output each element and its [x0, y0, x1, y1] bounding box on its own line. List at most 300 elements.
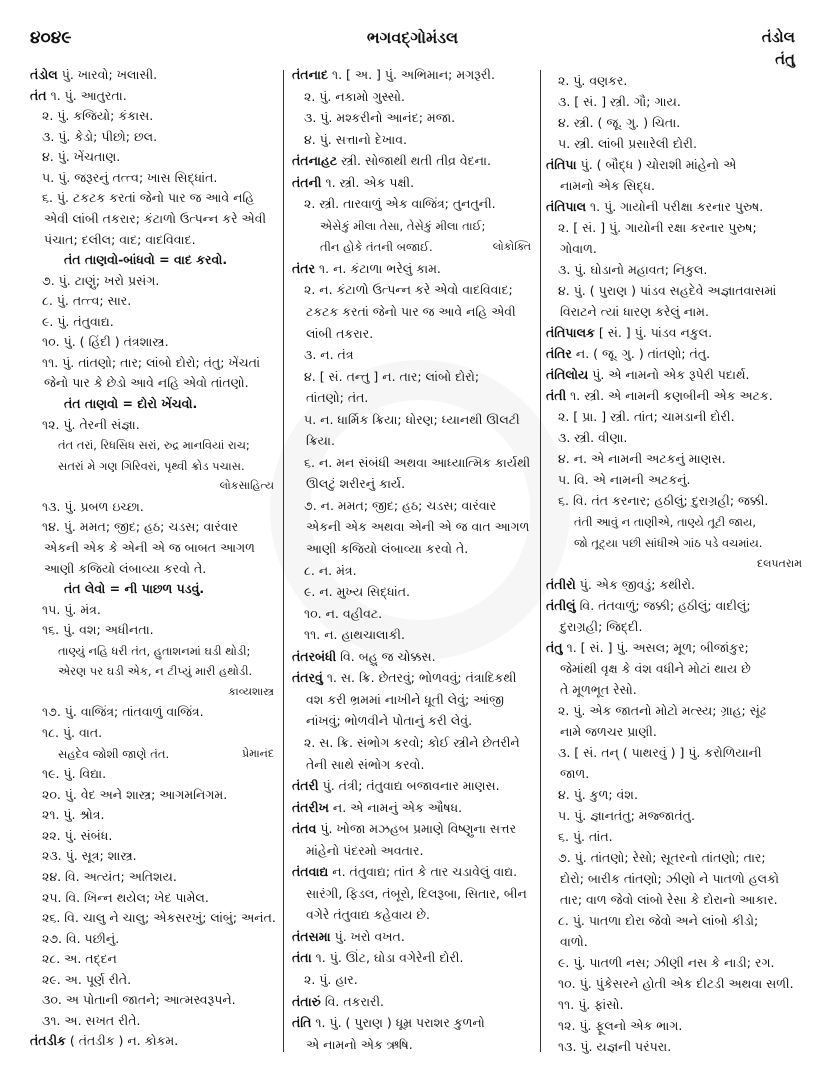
definition-text: ૫. પું. જ્ઞાનતંતુ; મજ્જાતંતુ. — [558, 808, 695, 823]
headword: તંત — [30, 87, 47, 103]
continuation-line — [30, 231, 280, 249]
definition-text: ૨૪. વિ. અત્યંત; અતિશય. — [42, 868, 177, 884]
sense-line — [30, 909, 280, 927]
definition-text: ૮. પું. તત્ત્વ; સાર. — [42, 293, 132, 309]
definition-text: ૧. પું. ઊંટ, ઘોડા વગેરેની દોરી. — [315, 950, 464, 966]
continuation-line — [292, 325, 537, 343]
continuation-line — [546, 891, 808, 909]
definition-text: ૨૮. અ. તદ્દન — [42, 951, 117, 967]
sense-line — [292, 109, 537, 127]
definition-text: ૨૭. વિ. પછીનું. — [42, 930, 120, 946]
definition-text: ૧૬. પું. વશ; અધીનતા. — [42, 622, 154, 638]
definition-text: ૬. પું. તાંત. — [558, 829, 613, 844]
headword: તંતારું — [292, 993, 321, 1009]
column-divider — [540, 70, 541, 1052]
definition-text: સતરાં મે ગણ ગિરિવરાં, પૃથ્વી ક્રોડ પચાસ. — [58, 458, 245, 473]
definition-text: સ્ત્રી. સોજાથી થતી તીવ્ર વેદના. — [341, 153, 491, 169]
sense-line — [30, 786, 280, 804]
definition-text: ૧. [ સં. ] પું. અસલ; મૂળ; બીજાંકુર; — [566, 640, 749, 655]
sense-line — [546, 828, 808, 846]
definition-text: કાવ્યશાસ્ત્ર — [228, 684, 274, 698]
definition-text: તેની સાથે સંભોગ કરવો. — [306, 756, 425, 772]
column-3 — [546, 72, 808, 1056]
definition-text: ન. એ નામનું એક ઔષધ. — [332, 799, 463, 815]
headword: તંતિર — [546, 346, 572, 361]
definition-text: ૧. ન. કંટાળા ભરેલું કામ. — [319, 260, 441, 276]
sense-line — [546, 975, 808, 993]
guide-word-first: તંડોલ — [761, 28, 795, 46]
definition-text: ૧૩. પું. પ્રબળ ઇચ્છા. — [42, 498, 144, 514]
definition-text: તંત લેવો = ની પાછળ પડવું. — [64, 581, 205, 597]
definition-text: પું. એક જીવડું; કથીરો. — [579, 577, 696, 592]
entry-headline — [30, 66, 280, 84]
sense-line — [292, 497, 537, 515]
entry-headline — [546, 576, 808, 594]
definition-text: ૪. ન. એ નામની અટકનું માણસ. — [558, 451, 726, 466]
definition-text: એવી લાંબી તકરાર; કંટાળો ઉત્પન્ન કરે એવી — [44, 210, 267, 226]
entry-headline — [292, 66, 537, 84]
sense-line — [30, 950, 280, 968]
definition-text: તાર; વાળ જેવો લાંબો રેસા કે દોરાનો આકાર. — [560, 892, 778, 907]
definition-text: એ નામનો એક ઋષિ. — [306, 1036, 413, 1052]
definition-text: ૧૨. પું. ફૂલનો એક ભાગ. — [558, 1018, 683, 1033]
definition-text: ૫. સ્ત્રી. લાંબી પ્રસારેલી દોરી. — [558, 136, 697, 151]
quotation-source — [30, 683, 280, 701]
entry-headline — [30, 87, 280, 105]
continuation-line — [546, 765, 808, 783]
headword: તંતનાદ — [292, 67, 328, 82]
definition-text: પંચાત; દલીલ; વાદ; વાદવિવાદ. — [44, 231, 196, 247]
continuation-line — [292, 885, 537, 903]
entry-headline — [546, 156, 808, 174]
definition-text: ૧૪. પું. મમત; જીદ; હઠ; ચડસ; વારંવાર — [42, 519, 239, 535]
definition-text: ૨. [ સં. ] પું. ગાયોની રક્ષા કરનાર પુરુષ; — [558, 220, 757, 235]
definition-text: નાંખવું; ભોળવીને પોતાનું કરી લેવું. — [306, 713, 473, 729]
headword: તંતરીખ — [292, 799, 329, 815]
definition-text: ૨. પું. નકામો ગુસ્સો. — [304, 88, 406, 104]
sense-line — [546, 261, 808, 279]
continuation-line — [292, 303, 537, 321]
definition-text: ૧. સ્ત્રી. એ નામની કણબીની એક અટક. — [570, 388, 773, 403]
continuation-line — [292, 475, 537, 493]
column-1 — [30, 66, 280, 1051]
continuation-line — [30, 560, 280, 578]
headword: તંતવાદ્ય — [292, 864, 329, 880]
definition-text: ૨૧. પું. શ્રોત્ર. — [42, 807, 105, 823]
headword: તંતિપાલક — [546, 325, 595, 340]
definition-text: પું. એ નામનો એક રૂપેરી પદાર્થ. — [592, 367, 750, 382]
definition-text: દલપતરામ — [756, 557, 802, 570]
sense-line — [30, 868, 280, 886]
definition-text: ૨. [ પ્રા. ] સ્ત્રી. તાંત; ચામડાની દોરી. — [558, 409, 735, 424]
continuation-line — [292, 518, 537, 536]
definition-text: ૩. ન. તંત્ર — [304, 347, 354, 363]
sense-line — [546, 492, 808, 510]
definition-text: આણી કજિયો લંબાવ્યા કરવો તે. — [44, 560, 207, 576]
entry-headline — [292, 174, 537, 192]
definition-text: ૨૩. પું. સૂત્ર; શાસ્ત્ર. — [42, 848, 137, 864]
definition-text: ૮. પું. પાતળા દોરા જેવો અને લાંબો કીડો; — [558, 913, 759, 928]
sense-line — [30, 601, 280, 619]
definition-text: ૭. ન. મમત; જીદ; હઠ; ચડસ; વારંવાર — [304, 497, 497, 513]
definition-text: તે મૂળભૂત રેસો. — [560, 682, 637, 697]
sense-line — [30, 806, 280, 824]
definition-text: ૬. ન. મન સંબંધી અથવા આધ્યાત્મિક કાર્યથી — [304, 454, 531, 470]
headword: તંતિપાલ — [546, 199, 587, 214]
sense-line — [546, 408, 808, 426]
entry-headline — [292, 669, 537, 687]
sense-line — [292, 281, 537, 299]
continuation-line — [546, 681, 808, 699]
quotation-line — [30, 457, 280, 475]
definition-text: ૧૦. ન. વહીવટ. — [304, 605, 383, 621]
sense-line — [30, 1012, 280, 1030]
entry-headline — [546, 324, 808, 342]
headword: તંતિપા — [546, 157, 577, 172]
definition-text: જેનો પાર કે છેડો આવે નહિ એવો તાંતણો. — [44, 375, 249, 391]
column-2 — [292, 66, 537, 1054]
definition-text: ૩૦. અ પોતાની જાતને; આત્મસ્વરૂપને. — [42, 992, 236, 1008]
entry-headline — [292, 820, 537, 838]
quotation-line — [30, 745, 280, 763]
page-number: ૪૦૪૯ — [30, 28, 72, 48]
entry-headline — [546, 198, 808, 216]
continuation-line — [30, 539, 280, 557]
definition-text: તાંતણો; તંત. — [306, 390, 369, 406]
definition-text: લોકસાહિત્ય — [219, 479, 274, 493]
definition-text: દુરાગ્રહી; જિદ્દી. — [560, 619, 643, 634]
phrase-line — [30, 251, 280, 269]
definition-text: આણી કજિયો લંબાવ્યા કરવો તે. — [306, 541, 469, 557]
headword: તંડોલ — [30, 67, 58, 82]
definition-text: ૩. પું. મશ્કરીનો આનંદ; મજા. — [304, 110, 456, 126]
definition-text: વિ. તંતવાળું; જક્કી; હઠીલું; વાદીલું; — [579, 598, 751, 613]
guide-word-last: તંતુ — [775, 50, 795, 68]
guide-words — [762, 26, 795, 70]
quotation-line — [546, 513, 808, 531]
entry-headline — [546, 345, 808, 363]
definition-text: ગોવાળ. — [560, 241, 597, 256]
definition-text: ૧. [ અ. ] પું. અભિમાન; મગરૂરી. — [331, 67, 495, 82]
definition-text: ૩. સ્ત્રી. વીણા. — [558, 430, 628, 445]
continuation-line — [546, 723, 808, 741]
definition-text: ૪. સ્ત્રી. ( જૂ. ગુ. ) ચિતા. — [558, 115, 681, 130]
definition-text: માંહેનો પંદરમો અવતાર. — [306, 842, 424, 858]
quotation-line — [30, 662, 280, 680]
quotation-line — [546, 534, 808, 552]
sense-line — [546, 807, 808, 825]
quotation-source: લોકોક્તિ — [492, 240, 531, 254]
sense-line — [292, 131, 537, 149]
continuation-line — [292, 540, 537, 558]
definition-text: ૧. સ્ત્રી. એક પક્ષી. — [325, 174, 415, 190]
sense-line — [30, 991, 280, 1009]
definition-text: ૫. વિ. એ નામની અટકનું. — [558, 472, 691, 487]
definition-text: ન. ( જૂ. ગુ. ) તાંતણો; તંતુ. — [575, 346, 711, 361]
definition-text: [ સં. ] પું. પાંડવ નકુલ. — [598, 325, 713, 340]
entry-headline — [292, 928, 537, 946]
definition-text: ટકટક કરતાં જેનો પાર જ આવે નહિ એવી — [306, 304, 516, 320]
headword: તંતડીક — [30, 1033, 66, 1049]
continuation-line — [546, 870, 808, 888]
continuation-line — [292, 432, 537, 450]
definition-text: ૧૧. પું. તાંતણો; તાર; લાંબો દોરો; તંતુ; ખેંચતાં — [42, 354, 261, 370]
headword: તંતસમા — [292, 928, 331, 944]
quotation-source: પ્રેમાનંદ — [242, 746, 274, 760]
definition-text: ૪. પું. સત્તાનો દેખાવ. — [304, 131, 407, 147]
entry-headline — [546, 387, 808, 405]
definition-text: ૯. ન. મુખ્ય સિદ્ધાંત. — [304, 584, 410, 600]
sense-line — [30, 354, 280, 372]
definition-text: ૧. પું. આતુરતા. — [50, 87, 127, 103]
continuation-line — [546, 618, 808, 636]
quotation-line — [292, 238, 537, 256]
sense-line — [30, 765, 280, 783]
definition-text: વિરાટને ત્યાં ધારણ કરેલું નામ. — [560, 304, 709, 319]
entry-headline — [292, 260, 537, 278]
sense-line — [546, 954, 808, 972]
sense-line — [292, 971, 537, 989]
sense-line — [546, 135, 808, 153]
definition-text: ૨૦. પું. વેદ અને શાસ્ત્ર; આગમનિગમ. — [42, 786, 228, 802]
continuation-line — [292, 691, 537, 709]
headword: તંતિલોય — [546, 367, 589, 382]
headword: તંતરી — [292, 778, 319, 794]
definition-text: વાળો. — [560, 934, 588, 949]
sense-line — [546, 786, 808, 804]
definition-text: ૯. પું. પાતળી નસ; ઝીણી નસ કે નાડી; રગ. — [558, 955, 775, 970]
sense-line — [30, 107, 280, 125]
definition-text: સારંગી, ફિડલ, તંબૂરો, દિલરૂબા, સિતાર, બીન — [306, 885, 527, 901]
sense-line — [292, 605, 537, 623]
definition-text: એકની એક કે એની એ જ બાબત આગળ — [44, 539, 255, 555]
definition-text: ૩. [ સં. ] સ્ત્રી. ગૌ; ગાય. — [558, 94, 681, 109]
definition-text: તંતી આવું ન તાણીએ, તાણ્યે તૂટી જાય, — [574, 515, 757, 529]
sense-line — [30, 169, 280, 187]
sense-line — [30, 847, 280, 865]
sense-line — [292, 454, 537, 472]
definition-text: ૯. પું. તંતુવાદ્ય. — [42, 313, 114, 329]
continuation-line — [30, 374, 280, 392]
definition-text: ૧૫. પું. મંત્ર. — [42, 601, 101, 617]
phrase-line — [30, 580, 280, 598]
continuation-line — [546, 660, 808, 678]
definition-text: જેમાંથી વૃક્ષ કે વંશ વધીને મોટાં થાય છે — [560, 661, 751, 676]
definition-text: ૨. પું. એક જાતનો મોટો મત્સ્ય; ગ્રાહ; સૂંઢ — [558, 703, 767, 718]
definition-text: ૪. પું. ખેંચતાણ. — [42, 149, 121, 165]
sense-line — [292, 734, 537, 752]
sense-line — [292, 626, 537, 644]
definition-text: પું. ખોજા મઝહબ પ્રમાણે વિષ્ણુના સત્તર — [320, 821, 517, 837]
definition-text: ૧૩. પું. યજ્ઞની પરંપરા. — [558, 1039, 672, 1054]
definition-text: તીન હોકે તંતની બજાઈ. — [320, 240, 433, 255]
definition-text: ૮. ન. મંત્ર. — [304, 562, 357, 578]
definition-text: ૧૮. પું. વાત. — [42, 725, 103, 740]
definition-text: ૧૯. પું. વિદ્યા. — [42, 766, 107, 782]
sense-line — [30, 930, 280, 948]
sense-line — [546, 429, 808, 447]
headword: તંતુ — [546, 640, 563, 655]
definition-text: ૨. સ. ક્રિ. સંભોગ કરવો; કોઈ સ્ત્રીને છેતરીને — [304, 734, 520, 750]
sense-line — [546, 1017, 808, 1035]
definition-text: ૩. પું. ઘોડાનો મહાવત; નિકુલ. — [558, 262, 708, 277]
sense-line — [30, 128, 280, 146]
sense-line — [546, 114, 808, 132]
sense-line — [30, 272, 280, 290]
sense-line — [30, 827, 280, 845]
entry-headline — [292, 152, 537, 170]
page-title: ભગવદ્ગોમંડલ — [366, 28, 459, 47]
entry-headline — [292, 949, 537, 967]
continuation-line — [546, 177, 808, 195]
headword: તંતા — [292, 950, 312, 966]
continuation-line — [30, 210, 280, 228]
definition-text: ૧૧. ન. હાથચાલાકી. — [304, 627, 405, 643]
definition-text: એસેકું મીલા તેસા, તેસેકું મીલા તાઈ; — [320, 218, 486, 233]
definition-text: પું. તંત્રી; તંતુવાદ્ય બજાવનાર માણસ. — [322, 778, 500, 794]
definition-text: વિ. તકરારી. — [324, 993, 385, 1009]
sense-line — [30, 416, 280, 434]
definition-text: ૧૭. પું. વાજિંત્ર; તાંતવાળું વાજિંત્ર. — [42, 704, 204, 720]
definition-text: ( તંતડીક ) ન. કોકમ. — [69, 1033, 179, 1049]
continuation-line — [292, 712, 537, 730]
definition-text: ન. તંતુવાદ્ય; તાંત કે તાર ચડાવેલું વાદ્ય. — [332, 864, 518, 880]
definition-text: ૧. સ. ક્રિ. છેતરવું; ભોળવવું; તંત્રાદિકથી — [326, 670, 517, 686]
phrase-line — [30, 395, 280, 413]
sense-line — [292, 195, 537, 213]
headword: તંતની — [292, 174, 322, 190]
definition-text: લાંબી તકરાર. — [306, 325, 374, 341]
headword: તંતરવું — [292, 670, 323, 686]
sense-line — [546, 471, 808, 489]
quotation-source — [30, 477, 280, 495]
continuation-line — [292, 842, 537, 860]
entry-headline — [292, 648, 537, 666]
definition-text: ૩. [ સં. તન્ ( પાથરવું ) ] પું. કરોળિયાની — [558, 745, 762, 760]
entry-headline — [292, 863, 537, 881]
definition-text: તંત તાણવો-બાંધવો = વાદ કરવો. — [64, 252, 228, 268]
definition-text: તંત તરાં, રિધસિધ સરાં, રુદ્ર માનવિયાં રાચ; — [58, 438, 250, 453]
definition-text: સહદેવ જોશી જાણે તંત. — [58, 746, 170, 761]
continuation-line — [292, 756, 537, 774]
quotation-source — [546, 555, 808, 573]
definition-text: ૨૯. અ. પૂર્ણ રીતે. — [42, 971, 132, 987]
definition-text: જાળ. — [560, 766, 590, 781]
sense-line — [30, 621, 280, 639]
sense-line — [292, 562, 537, 580]
sense-line — [30, 518, 280, 536]
sense-line — [30, 703, 280, 721]
definition-text: ૧. પું. ( પુરાણ ) ધૂમ્ર પરાશર કુળનો — [315, 1015, 485, 1031]
entry-headline — [546, 597, 808, 615]
definition-text: ૭. પું. તાંતણો; રેસો; સૂતરનો તાંતણો; તાર; — [558, 850, 766, 865]
definition-text: ૨૬. વિ. ચાલુ ને ચાલુ; એકસરખું; લાંબું; અનંત. — [42, 910, 276, 926]
sense-line — [546, 912, 808, 930]
sense-line — [30, 724, 280, 742]
entry-headline — [546, 639, 808, 657]
sense-line — [292, 88, 537, 106]
definition-text: ૪. [ સં. તન્તુ ] ન. તાર; લાંબો દોરો; — [304, 368, 480, 384]
sense-line — [546, 744, 808, 762]
sense-line — [30, 189, 280, 207]
continuation-line — [292, 906, 537, 924]
definition-text: ૧. પું. ગાયોની પરીક્ષા કરનાર પુરુષ. — [590, 199, 764, 214]
definition-text: ૩. પું. કેડો; પીછો; છલ. — [42, 128, 158, 144]
definition-text: ૪. પું. કુળ; વંશ. — [558, 787, 638, 802]
sense-line — [546, 219, 808, 237]
sense-line — [546, 996, 808, 1014]
definition-text: વિ. બહુ જ ચોક્કસ. — [340, 648, 436, 664]
definition-text: ૨. પું. હાર. — [304, 971, 358, 987]
definition-text: ઊલટું શરીરનું કાર્ય. — [306, 476, 406, 492]
sense-line — [292, 346, 537, 364]
definition-text: પું. ખરો વખત. — [334, 928, 405, 944]
sense-line — [546, 702, 808, 720]
definition-text: ૬. વિ. તંત કરનાર; હઠીલું; દુરાગ્રહી; જક્કી. — [558, 493, 769, 508]
continuation-line — [546, 240, 808, 258]
definition-text: એકની એક અથવા એની એ જ વાત આગળ — [306, 519, 530, 535]
sense-line — [30, 313, 280, 331]
sense-line — [546, 93, 808, 111]
column-divider — [283, 70, 284, 1052]
sense-line — [546, 1038, 808, 1056]
definition-text: તાણ્યું નહિ ધરી તંત, હુતાશનમાં ઘડી થોડી; — [58, 643, 251, 658]
definition-text: ૫. ન. ધાર્મિક ક્રિયા; ધોરણ; ધ્યાનથી ઊલટી — [304, 411, 520, 427]
definition-text: વગેરે તંતુવાદ્ય કહેવાય છે. — [306, 907, 431, 923]
entry-headline — [292, 799, 537, 817]
sense-line — [292, 368, 537, 386]
sense-line — [30, 971, 280, 989]
sense-line — [292, 583, 537, 601]
quotation-line — [292, 217, 537, 235]
definition-text: ૪. પું. ( પુરાણ ) પાંડવ સહદેવે અજ્ઞાતવાસમાં — [558, 283, 777, 298]
headword: તંતી — [546, 388, 567, 403]
definition-text: એરણ પર ઘડી એક, ન ટીપ્યું મારી હથોડી. — [58, 664, 253, 679]
definition-text: પું. ( બૌદ્ધ ) ચોરાશી માંહેનો એ — [580, 157, 737, 172]
continuation-line — [292, 389, 537, 407]
sense-line — [546, 450, 808, 468]
headword: તંતરબંધી — [292, 648, 337, 664]
definition-text: નામે જળચર પ્રાણી. — [560, 724, 657, 739]
definition-text: ૩૧. અ. સખત રીતે. — [42, 1012, 141, 1028]
definition-text: ૨. ન. કંટાળો ઉત્પન્ન કરે એવો વાદવિવાદ; — [304, 282, 513, 298]
quotation-line — [30, 436, 280, 454]
continuation-line — [546, 303, 808, 321]
sense-line — [546, 282, 808, 300]
definition-text: ૧૧. પું. ફાંસો. — [558, 997, 624, 1012]
definition-text: ૭. પું. ટાણું; ખરો પ્રસંગ. — [42, 272, 160, 288]
quotation-line — [30, 642, 280, 660]
definition-text: નામનો એક સિદ્ધ. — [560, 178, 656, 193]
definition-text: તંત તાણવો = દોરો ખેંચવો. — [64, 396, 198, 411]
continuation-line — [292, 1036, 537, 1054]
definition-text: ૫. પું. જરૂરનું તત્ત્વ; ખાસ સિદ્ધાંત. — [42, 169, 218, 185]
sense-line — [546, 849, 808, 867]
entry-headline — [292, 1014, 537, 1032]
headword: તંતનાહટ — [292, 153, 338, 169]
definition-text: વશ કરી ભ્રમમાં નાખીને ધૂતી લેવું; આંજી — [306, 691, 504, 707]
headword: તંતર — [292, 260, 316, 276]
entry-headline — [292, 777, 537, 795]
entry-headline — [292, 993, 537, 1011]
definition-text: ૨૫. વિ. ખિન્ન થયેલ; ખેદ પામેલ. — [42, 889, 209, 905]
definition-text: ૨. પું. કજિયો; કંકાસ. — [42, 108, 154, 124]
definition-text: ૬. પું. ટકટક કરતાં જેનો પાર જ આવે નહિ — [42, 190, 255, 206]
definition-text: પું. ખારવો; ખલાસી. — [61, 67, 158, 82]
sense-line — [30, 498, 280, 516]
definition-text: ૨૨. પું. સંબંધ. — [42, 827, 113, 843]
definition-text: જો તૂટ્યા પછી સાંધીએ ગાંઠ પડે વચમાંય. — [574, 536, 763, 550]
